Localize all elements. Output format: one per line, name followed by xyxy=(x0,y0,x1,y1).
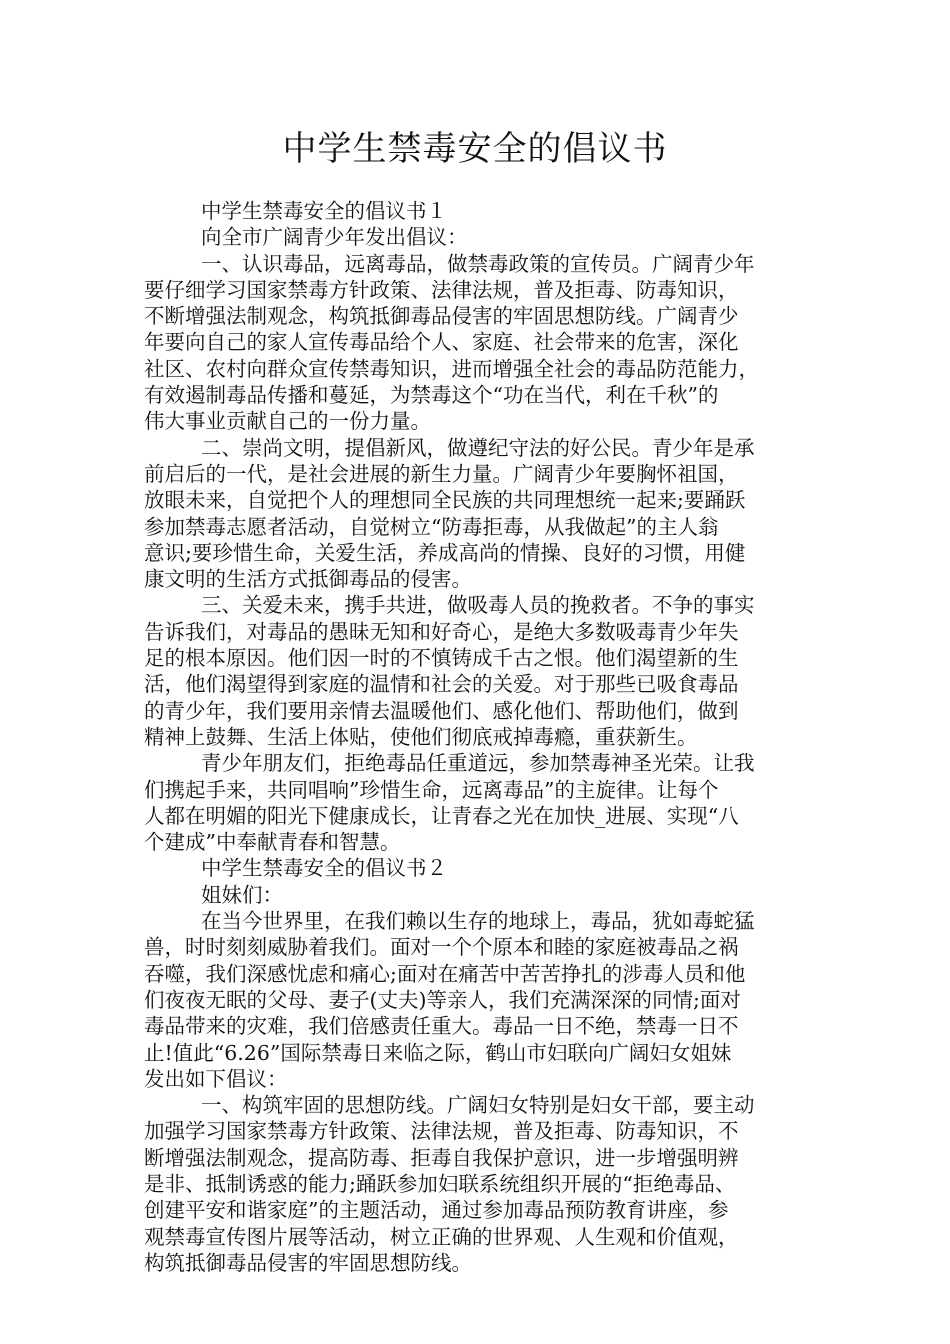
text-line: 姐妹们： xyxy=(201,882,283,907)
text-line: 足的根本原因。他们因一时的不慎铸成千古之恨。他们渴望新的生 xyxy=(144,646,739,671)
text-line: 发出如下倡议： xyxy=(144,1066,288,1091)
document-body xyxy=(144,198,808,1276)
text-line: 年要向自己的家人宣传毒品给个人、家庭、社会带来的危害，深化 xyxy=(144,330,739,355)
text-line: 是非、抵制诱惑的能力;踊跃参加妇联系统组织开展的“拒绝毒品、 xyxy=(144,1171,736,1196)
text-line: 断增强法制观念，提高防毒、拒毒自我保护意识，进一步增强明辨 xyxy=(144,1145,739,1170)
text-line: 要仔细学习国家禁毒方针政策、法律法规，普及拒毒、防毒知识， xyxy=(144,277,739,302)
text-line: 中学生禁毒安全的倡议书１ xyxy=(201,199,447,223)
text-line: 精神上鼓舞、生活上体贴，使他们彻底戒掉毒瘾，重获新生。 xyxy=(144,724,698,749)
text-line: 放眼未来，自觉把个人的理想同全民族的共同理想统一起来;要踊跃 xyxy=(144,488,746,513)
text-line: 二、崇尚文明，提倡新风，做遵纪守法的好公民。青少年是承 xyxy=(201,435,755,460)
text-line: 创建平安和谐家庭”的主题活动，通过参加毒品预防教育讲座，参 xyxy=(144,1198,729,1223)
text-line: 康文明的生活方式抵御毒品的侵害。 xyxy=(144,567,472,592)
text-line: 观禁毒宣传图片展等活动，树立正确的世界观、人生观和价值观， xyxy=(144,1224,739,1249)
text-line: 个建成”中奉献青春和智慧。 xyxy=(144,830,401,855)
text-line: 前启后的一代，是社会进展的新生力量。广阔青少年要胸怀祖国， xyxy=(144,461,739,486)
text-line: 人都在明媚的阳光下健康成长，让青春之光在加快_进展、实现“八 xyxy=(144,803,739,828)
text-line: 吞噬，我们深感忧虑和痛心;面对在痛苦中苦苦挣扎的涉毒人员和他 xyxy=(144,961,746,986)
text-line: 在当今世界里，在我们赖以生存的地球上，毒品，犹如毒蛇猛 xyxy=(201,909,755,934)
text-line: 有效遏制毒品传播和蔓延，为禁毒这个“功在当代，利在千秋”的 xyxy=(144,383,719,408)
text-line: 伟大事业贡献自己的一份力量。 xyxy=(144,409,431,434)
text-line: 意识;要珍惜生命，关爱生活，养成高尚的情操、良好的习惯，用健 xyxy=(144,540,746,565)
text-line: 不断增强法制观念，构筑抵御毒品侵害的牢固思想防线。广阔青少 xyxy=(144,304,739,329)
text-line: 们携起手来，共同唱响”珍惜生命，远离毒品”的主旋律。让每个 xyxy=(144,777,719,802)
text-line: 青少年朋友们，拒绝毒品任重道远，参加禁毒神圣光荣。让我 xyxy=(201,751,755,776)
text-line: 毒品带来的灾难，我们倍感责任重大。毒品一日不绝，禁毒一日不 xyxy=(144,1014,739,1039)
text-line: 止!值此“6.26”国际禁毒日来临之际，鹤山市妇联向广阔妇女姐妹 xyxy=(144,1040,732,1065)
text-line: 告诉我们，对毒品的愚昧无知和好奇心，是绝大多数吸毒青少年失 xyxy=(144,619,739,644)
text-line: 参加禁毒志愿者活动，自觉树立“防毒拒毒，从我做起”的主人翁 xyxy=(144,514,719,539)
text-line: 三、关爱未来，携手共进，做吸毒人员的挽救者。不争的事实 xyxy=(201,593,755,618)
text-line: 加强学习国家禁毒方针政策、法律法规，普及拒毒、防毒知识，不 xyxy=(144,1119,739,1144)
text-line: 中学生禁毒安全的倡议书２ xyxy=(201,856,447,881)
text-line: 一、认识毒品，远离毒品，做禁毒政策的宣传员。广阔青少年 xyxy=(201,251,755,276)
document-title: 中学生禁毒安全的倡议书 xyxy=(282,129,668,169)
text-line: 活，他们渴望得到家庭的温情和社会的关爱。对于那些已吸食毒品 xyxy=(144,672,739,697)
text-line: 社区、农村向群众宣传禁毒知识，进而增强全社会的毒品防范能力， xyxy=(144,356,759,381)
text-line: 向全市广阔青少年发出倡议： xyxy=(201,225,468,250)
text-line: 一、构筑牢固的思想防线。广阔妇女特别是妇女干部，要主动 xyxy=(201,1093,755,1118)
text-line: 们夜夜无眠的父母、妻子(丈夫)等亲人，我们充满深深的同情;面对 xyxy=(144,987,741,1012)
text-line: 构筑抵御毒品侵害的牢固思想防线。 xyxy=(144,1250,472,1275)
text-line: 的青少年，我们要用亲情去温暖他们、感化他们、帮助他们，做到 xyxy=(144,698,739,723)
text-line: 兽，时时刻刻威胁着我们。面对一个个原本和睦的家庭被毒品之祸 xyxy=(144,935,739,960)
